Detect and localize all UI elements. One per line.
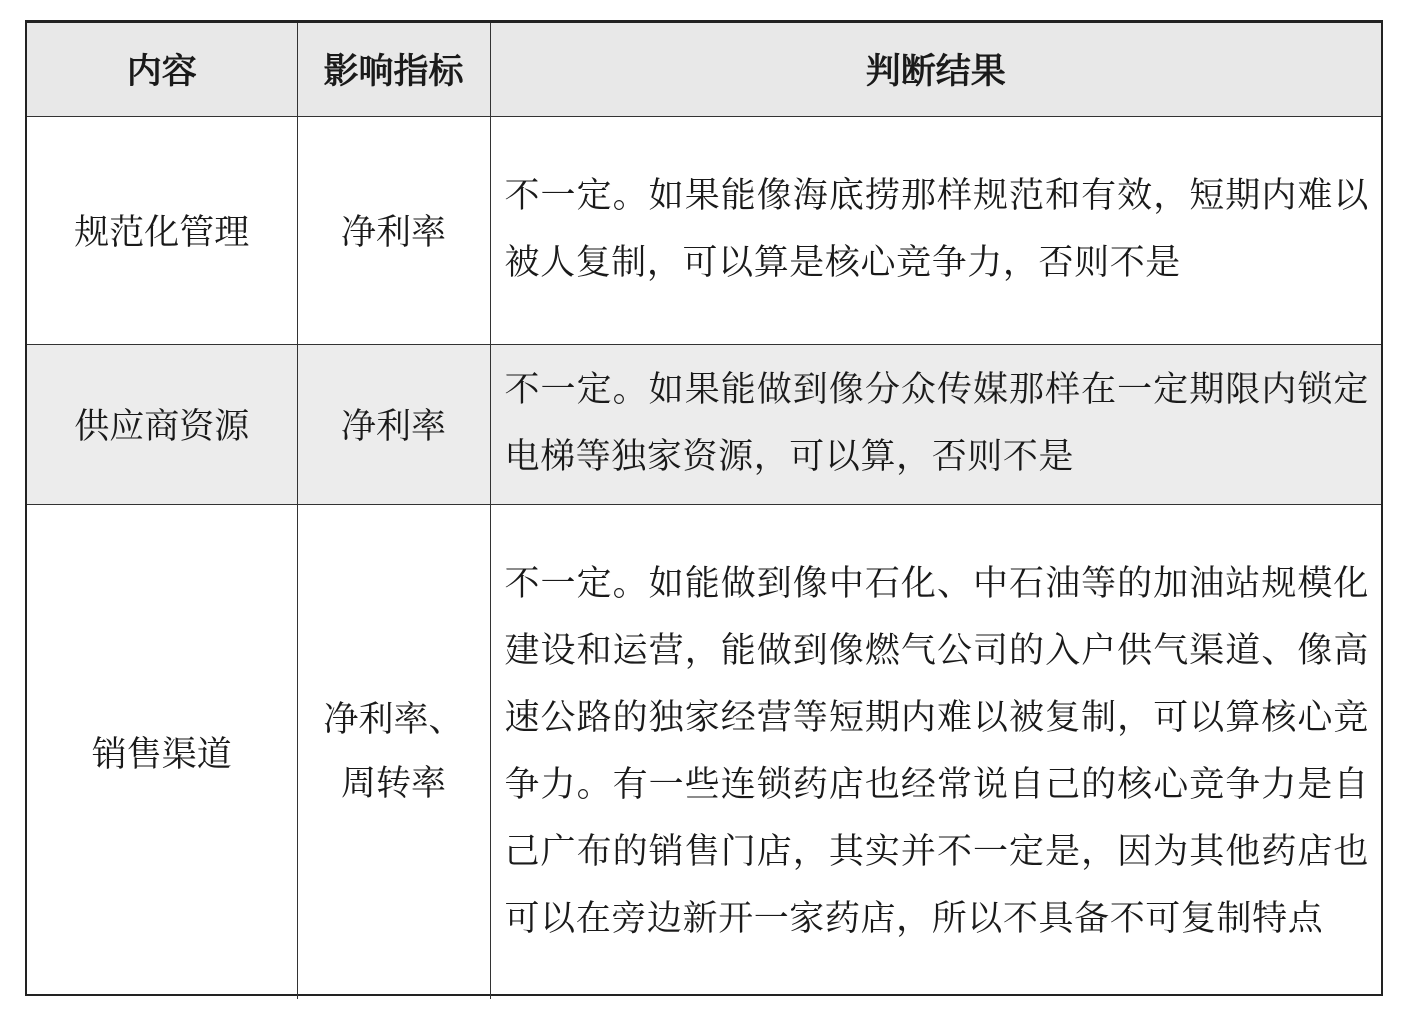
table-row bbox=[27, 504, 1381, 999]
table-row bbox=[27, 116, 1381, 344]
cell-result: 不一定。如果能像海底捞那样规范和有效，短期内难以被人复制，可以算是核心竞争力，否则不是 bbox=[490, 116, 1381, 344]
judgment-table bbox=[27, 23, 1381, 999]
cell-content: 规范化管理 bbox=[27, 116, 297, 344]
cell-indicator bbox=[297, 504, 490, 999]
table-row bbox=[27, 344, 1381, 504]
judgment-table-container bbox=[25, 20, 1383, 996]
cell-content: 供应商资源 bbox=[27, 344, 297, 504]
cell-indicator: 净利率 bbox=[297, 344, 490, 504]
header-content: 内容 bbox=[27, 23, 297, 116]
cell-result: 不一定。如果能做到像分众传媒那样在一定期限内锁定电梯等独家资源，可以算，否则不是 bbox=[490, 344, 1381, 504]
cell-indicator-line: 净利率、 bbox=[323, 699, 464, 740]
cell-result: 不一定。如能做到像中石化、中石油等的加油站规模化建设和运营，能做到像燃气公司的入户供气渠道、像高速公路的独家经营等短期内难以被复制，可以算核心竞争力。有一些连锁药店也经常说自己的核心竞争力是自己广布的销售门店，其实并不一定是，因为其他药店也可以在旁边新开一家药店，所以不具备不可复制特点 bbox=[490, 504, 1381, 999]
cell-indicator-line: 周转率 bbox=[340, 763, 446, 804]
header-indicator: 影响指标 bbox=[297, 23, 490, 116]
cell-content: 销售渠道 bbox=[27, 504, 297, 999]
header-result: 判断结果 bbox=[490, 23, 1381, 116]
table-header-row bbox=[27, 23, 1381, 116]
cell-indicator: 净利率 bbox=[297, 116, 490, 344]
